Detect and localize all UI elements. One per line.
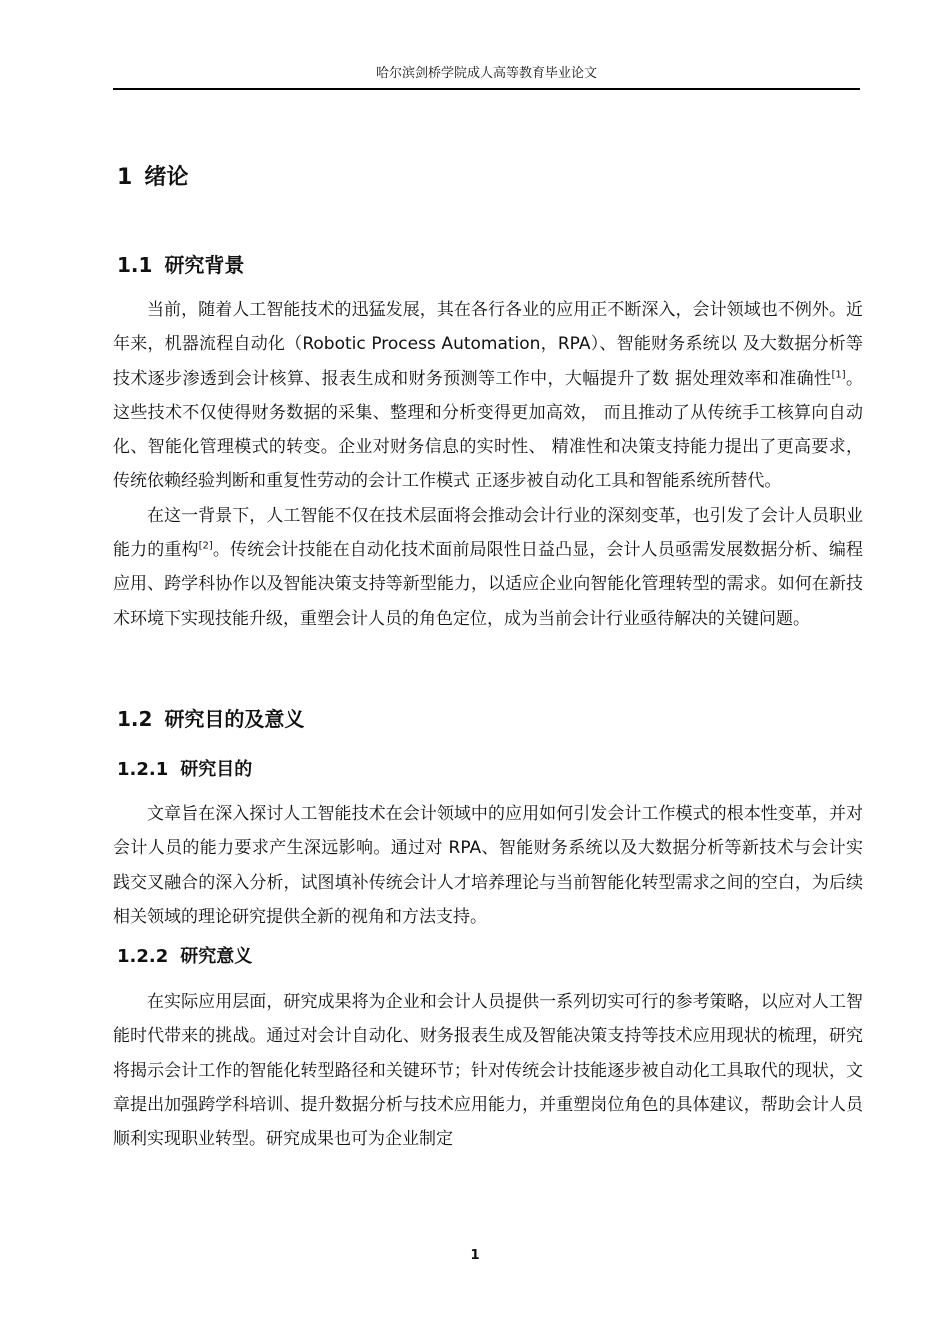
page-number: 1 [470, 1248, 480, 1263]
paragraph: 当前，随着人工智能技术的迅猛发展，其在各行各业的应用正不断深入，会计领域也不例外。近年来，机器流程自动化（Robotic Process Automation，RPA）、智能财务系统以 及大数据分析等技术逐步渗透到会计核算、报表生成和财务预测等工作中，大幅提升了数 据处理效率和准确性[1]。这些技术不仅使得财务数据的采集、整理和分析变得更加高效， 而且推动了从传统手工核算向自动化、智能化管理模式的转变。企业对财务信息的实时性、 精准性和决策支持能力提出了更高要求，传统依赖经验判断和重复性劳动的会计工作模式 正逐步被自动化工具和智能系统所替代。 [113, 300, 864, 492]
section-heading-1-1 [117, 251, 244, 279]
subsection-title: 研究意义 [180, 946, 253, 967]
section-number: 1.2 [117, 707, 153, 731]
subsection-number: 1.2.1 [117, 759, 169, 780]
section-1-2-1-body [113, 797, 863, 934]
chapter-heading [117, 163, 188, 193]
section-1-1-body [113, 293, 863, 636]
subsection-number: 1.2.2 [117, 946, 169, 967]
subsection-title: 研究目的 [180, 759, 253, 780]
subsection-heading-1-2-2 [117, 944, 252, 970]
chapter-number: 1 [117, 165, 133, 190]
section-number: 1.1 [117, 253, 153, 277]
paragraph: 在实际应用层面，研究成果将为企业和会计人员提供一系列切实可行的参考策略，以应对人工智能时代带来的挑战。通过对会计自动化、财务报表生成及智能决策支持等技术应用现状的梳理，研究将揭示会计工作的智能化转型路径和关键环节；针对传统会计技能逐步被自动化工具取代的现状，文章提出加强跨学科培训、提升数据分析与技术应用能力，并重塑岗位角色的具体建议，帮助会计人员顺利实现职业转型。研究成果也可为企业制定 [113, 992, 863, 1150]
section-1-2-2-body [113, 985, 863, 1156]
paragraph: 文章旨在深入探讨人工智能技术在会计领域中的应用如何引发会计工作模式的根本性变革，并对会计人员的能力要求产生深远影响。通过对 RPA、智能财务系统以及大数据分析等新技术与会计实践交叉融合的深入分析，试图填补传统会计人才培养理论与当前智能化转型需求之间的空白，为后续相关领域的理论研究提供全新的视角和方法支持。 [113, 804, 863, 927]
section-title: 研究背景 [164, 253, 245, 277]
subsection-heading-1-2-1 [117, 757, 252, 783]
page-header-title: 哈尔滨剑桥学院成人高等教育毕业论文 [375, 66, 597, 81]
citation-marker: [2] [198, 540, 213, 552]
chapter-title: 绪论 [144, 165, 189, 190]
section-heading-1-2 [117, 705, 304, 733]
paragraph: 在这一背景下，人工智能不仅在技术层面将会推动会计行业的深刻变革，也引发了会计人员职业能力的重构[2]。传统会计技能在自动化技术面前局限性日益凸显，会计人员亟需发展数据分析、编程应用、跨学科协作以及智能决策支持等新型能力，以适应企业向智能化管理转型的需求。如何在新技术环境下实现技能升级，重塑会计人员的角色定位，成为当前会计行业亟待解决的关键问题。 [113, 505, 863, 629]
citation-marker: [1] [831, 368, 846, 380]
section-title: 研究目的及意义 [164, 707, 305, 731]
header-rule [113, 88, 860, 90]
